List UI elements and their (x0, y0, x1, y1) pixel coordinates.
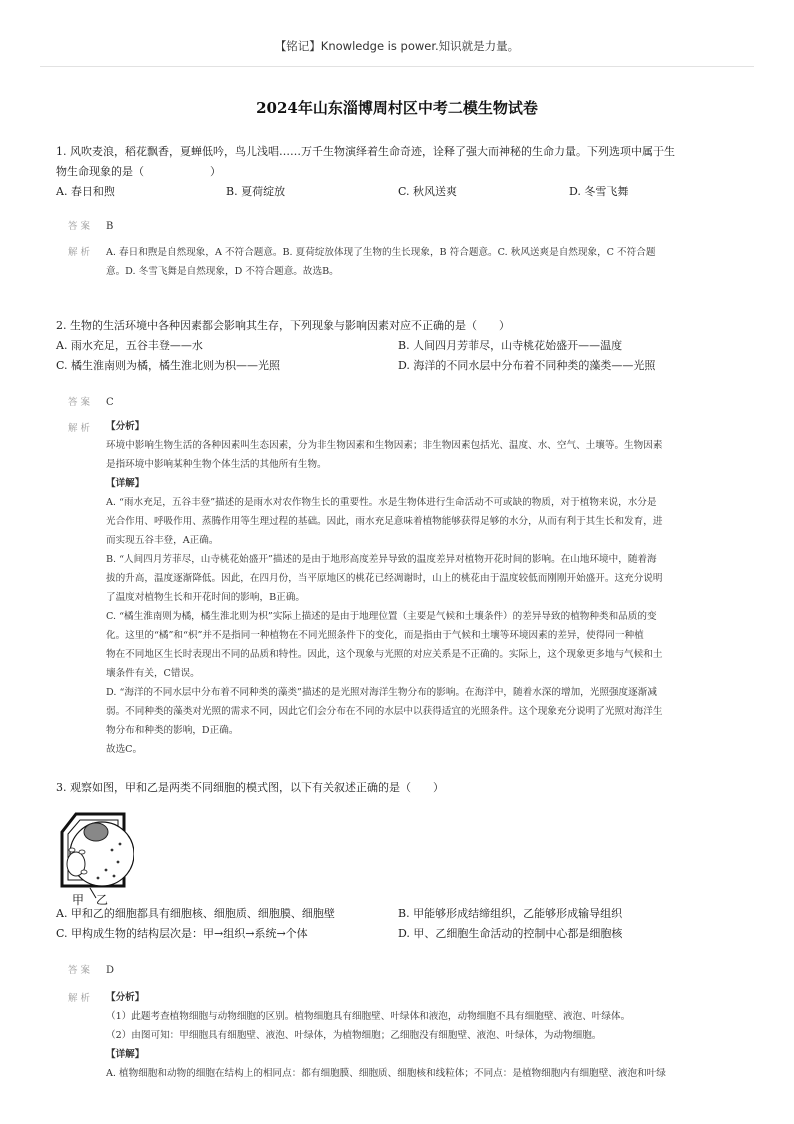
option-c[interactable]: C. 甲构成生物的结构层次是：甲→组织→系统→个体 (56, 927, 308, 940)
explanation-line: D. “海洋的不同水层中分布着不同种类的藻类”描述的是光照对海洋生物分布的影响。在海洋中，随着水深的增加，光照强度逐渐减 (106, 687, 657, 698)
explanation-line: 故选C。 (106, 744, 143, 755)
option-d[interactable]: D. 海洋的不同水层中分布着不同种类的藻类——光照 (398, 359, 656, 372)
option-c[interactable]: C. 橘生淮南则为橘，橘生淮北则为枳——光照 (56, 359, 281, 372)
question-3-options (56, 904, 740, 944)
answer-value: B (106, 221, 114, 232)
option-d[interactable]: D. 甲、乙细胞生命活动的控制中心都是细胞核 (398, 927, 623, 940)
option-c[interactable]: C. 秋风送爽 (398, 185, 458, 198)
option-b[interactable]: B. 甲能够形成结缔组织，乙能够形成输导组织 (398, 907, 623, 920)
explanation-line: A. “雨水充足，五谷丰登”描述的是雨水对农作物生长的重要性。水是生物体进行生命活动不可或缺的物质，对于植物来说，水分是 (106, 497, 657, 508)
explanation-line: （1）此题考查植物细胞与动物细胞的区别。植物细胞具有细胞壁、叶绿体和液泡，动物细胞不具有细胞壁、液泡、叶绿体。 (106, 1011, 631, 1022)
explanation-line: 环境中影响生物生活的各种因素叫生态因素，分为非生物因素和生物因素；非生物因素包括光、温度、水、空气、土壤等。生物因素 (106, 440, 663, 451)
chloroplast-icon (69, 848, 75, 852)
explanation-line: 拔的升高，温度逐渐降低。因此，在四月份，当平原地区的桃花已经凋谢时，山上的桃花由于温度较低而刚刚开始盛开。这充分说明 (106, 573, 663, 584)
option-b[interactable]: B. 夏荷绽放 (226, 185, 286, 198)
explanation-line: 物在不同地区生长时表现出不同的品质和特性。因此，这个现象与光照的对应关系是不正确的。实际上，这个现象更多地与气候和土 (106, 649, 663, 660)
explanation-label: 解析 (68, 423, 94, 434)
question-2-stem: 2. 生物的生活环境中各种因素都会影响其生存，下列现象与影响因素对应不正确的是（ ） (56, 319, 510, 332)
explanation-line: 【分析】 (106, 992, 145, 1003)
explanation-line: 【详解】 (106, 1049, 145, 1060)
explanation-line: 壤条件有关，C错误。 (106, 668, 200, 679)
organelle-dot (97, 877, 100, 880)
option-a[interactable]: A. 雨水充足，五谷丰登——水 (56, 339, 203, 352)
question-1-options (56, 182, 740, 202)
explanation-line: 【详解】 (106, 478, 145, 489)
option-a[interactable]: A. 春日和煦 (56, 185, 115, 198)
question-2-options-row2 (56, 356, 740, 376)
explanation-line: 是指环境中影响某种生物个体生活的其他所有生物。 (106, 459, 327, 470)
question-2-explanation (106, 417, 736, 759)
question-2 (56, 316, 740, 376)
question-1-stem-line1: 1. 风吹麦浪，稻花飘香，夏蝉低吟，鸟儿浅唱……万千生物演绎着生命奇迹，诠释了强大而神秘的生命力量。下列选项中属于生 (56, 145, 675, 158)
explanation-line: A. 春日和煦是自然现象，A 不符合题意。B. 夏荷绽放体现了生物的生长现象，B 符合题意。C. 秋风送爽是自然现象，C 不符合题 (106, 247, 656, 258)
question-1-explanation (106, 243, 736, 281)
explanation-line: C. “橘生淮南则为橘，橘生淮北则为枳”实际上描述的是由于地理位置（主要是气候和土壤条件）的差异导致的植物种类和品质的变 (106, 611, 657, 622)
explanation-line: 化。这里的“橘”和“枳”并不是指同一种植物在不同光照条件下的变化，而是指由于气候和土壤等环境因素的差异，使得同一种植 (106, 630, 644, 641)
figure-label-jia: 甲 (72, 893, 85, 906)
explanation-line: 意。D. 冬雪飞舞是自然现象，D 不符合题意。故选B。 (106, 266, 339, 277)
chloroplast-icon (81, 870, 87, 874)
chloroplast-icon (79, 850, 85, 854)
question-2-options-row1 (56, 336, 740, 356)
explanation-line: （2）由图可知：甲细胞具有细胞壁、液泡、叶绿体，为植物细胞；乙细胞没有细胞壁、液泡、叶绿体，为动物细胞。 (106, 1030, 602, 1041)
question-3 (56, 778, 740, 798)
explanation-line: 物分布和种类的影响，D正确。 (106, 725, 239, 736)
option-d[interactable]: D. 冬雪飞舞 (569, 185, 629, 198)
organelle-dot (113, 875, 116, 878)
question-1-stem-line2: 物生命现象的是（ ） (56, 165, 221, 178)
answer-label: 答案 (68, 397, 94, 408)
option-b[interactable]: B. 人间四月芳菲尽，山寺桃花始盛开——温度 (398, 339, 623, 352)
explanation-line: 了温度对植物生长和开花时间的影响，B正确。 (106, 592, 305, 603)
question-3-explanation (106, 988, 736, 1083)
figure-label-yi: 乙 (96, 893, 109, 906)
explanation-line: 【分析】 (106, 421, 145, 432)
explanation-label: 解析 (68, 993, 94, 1004)
organelle-dot (111, 849, 114, 852)
nucleus-icon (84, 823, 108, 841)
explanation-line: 弱。不同种类的藻类对光照的需求不同，因此它们会分布在不同的水层中以获得适宜的光照条件。这个现象充分说明了光照对海洋生 (106, 706, 663, 717)
exam-title: 2024年山东淄博周村区中考二模生物试卷 (256, 99, 538, 117)
question-3-options-row2 (56, 924, 740, 944)
question-1 (56, 142, 740, 202)
explanation-line: 而实现五谷丰登，A正确。 (106, 535, 219, 546)
header-divider (40, 66, 754, 67)
question-3-stem: 3. 观察如图，甲和乙是两类不同细胞的模式图，以下有关叙述正确的是（ ） (56, 781, 444, 794)
organelle-dot (119, 843, 122, 846)
explanation-line: 光合作用、呼吸作用、蒸腾作用等生理过程的基础。因此，雨水充足意味着植物能够获得足够的水分，从而有利于其生长和发育，进 (106, 516, 663, 527)
explanation-line: B. “人间四月芳菲尽，山寺桃花始盛开”描述的是由于地形高度差异导致的温度差异对植物开花时间的影响。在山地环境中，随着海 (106, 554, 657, 565)
organelle-dot (105, 869, 108, 872)
page-header-motto: 【铭记】Knowledge is power.知识就是力量。 (274, 39, 520, 53)
question-3-options-row1 (56, 904, 740, 924)
organelle-dot (117, 861, 120, 864)
cell-diagram (54, 806, 134, 906)
answer-value: D (106, 965, 115, 976)
option-a[interactable]: A. 甲和乙的细胞都具有细胞核、细胞质、细胞膜、细胞壁 (56, 907, 335, 920)
answer-label: 答案 (68, 221, 94, 232)
explanation-line: A. 植物细胞和动物的细胞在结构上的相同点：都有细胞膜、细胞质、细胞核和线粒体；不同点：是植物细胞内有细胞壁、液泡和叶绿 (106, 1068, 666, 1079)
explanation-label: 解析 (68, 247, 94, 258)
answer-value: C (106, 397, 114, 408)
answer-label: 答案 (68, 965, 94, 976)
